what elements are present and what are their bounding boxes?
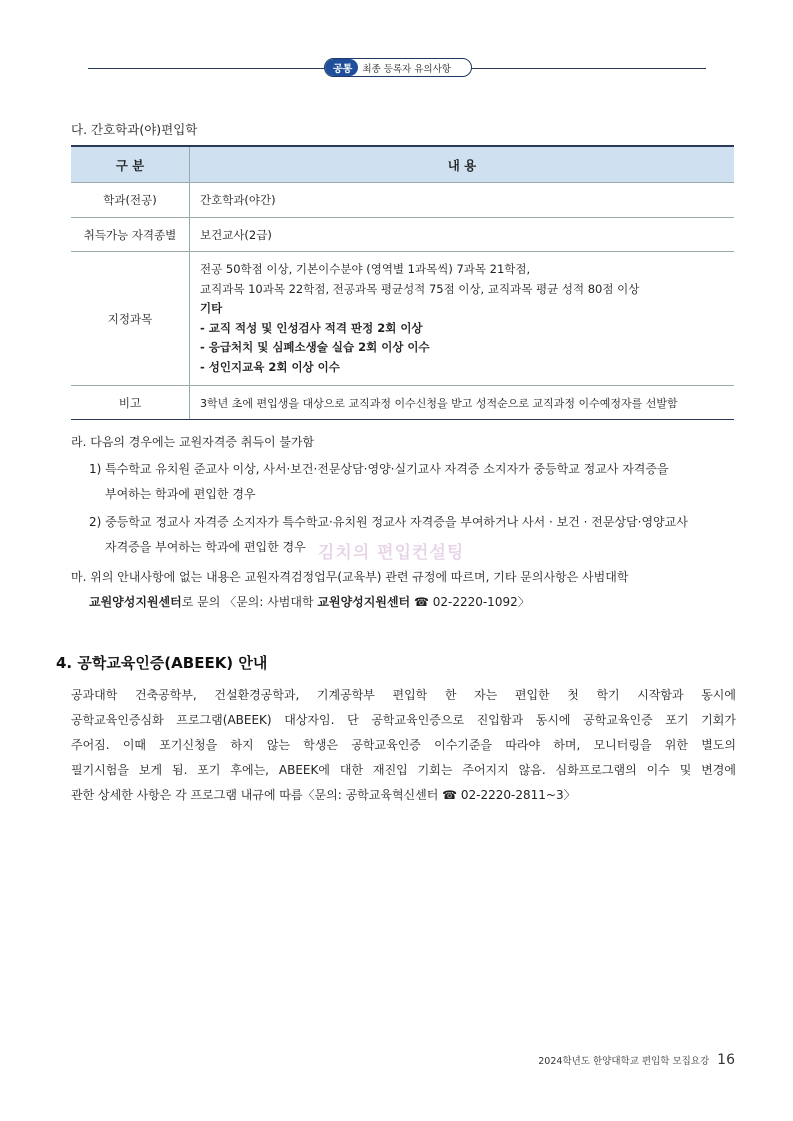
section4-line: 공학교육인증심화 프로그램(ABEEK) 대상자임. 단 공학교육인증으로 진입함과 동시에 공학교육인증 포기 기회가	[71, 713, 736, 727]
table-row	[71, 252, 734, 386]
ma-phone: ☎ 02-2220-1092〉	[410, 595, 530, 609]
row-content: 간호학과(야간)	[190, 183, 735, 218]
section-ma-line1: 마. 위의 안내사항에 없는 내용은 교원자격검정업무(교육부) 관련 규정에 따르며, 기타 문의사항은 사범대학	[71, 570, 629, 584]
row-content: 3학년 초에 편입생을 대상으로 교직과정 이수신청을 받고 성적순으로 교직과정 이수예정자를 선발함	[190, 386, 735, 420]
header-tag: 공통	[325, 59, 358, 76]
req-etc-item: - 성인지교육 2회 이상 이수	[200, 359, 340, 374]
section4-title: 4. 공학교육인증(ABEEK) 안내	[56, 654, 268, 672]
page-footer	[538, 1052, 735, 1068]
req-etc-item: - 응급처치 및 심폐소생술 실습 2회 이상 이수	[200, 340, 430, 354]
row-label: 지정과목	[71, 252, 190, 386]
row-label: 취득가능 자격종별	[71, 218, 190, 252]
table-header-category: 구 분	[71, 146, 190, 183]
table-row	[71, 183, 734, 218]
row-label: 비고	[71, 386, 190, 420]
header-title: 최종 등록자 유의사항	[362, 63, 451, 75]
req-line: 전공 50학점 이상, 기본이수분야 (영역별 1과목씩) 7과목 21학점,	[200, 262, 531, 276]
center-name: 교원양성지원센터	[89, 595, 182, 609]
nursing-table	[71, 145, 734, 420]
footer-text: 2024학년도 한양대학교 편입학 모집요강	[538, 1056, 710, 1067]
ra-item1-line2: 부여하는 학과에 편입한 경우	[105, 487, 256, 501]
ra-item2-line2: 자격증을 부여하는 학과에 편입한 경우	[105, 540, 306, 554]
req-etc-item: - 교직 적성 및 인성검사 적격 판정 2회 이상	[200, 320, 423, 335]
header-badge	[324, 58, 472, 77]
table-header-content: 내 용	[190, 146, 735, 183]
watermark: 김치의 편입컨설팅	[318, 543, 465, 563]
section4-line: 필기시험을 보게 됨. 포기 후에는, ABEEK에 대한 재진입 기회는 주어지지 않음. 심화프로그램의 이수 및 변경에	[71, 763, 736, 777]
section-da-title: 다. 간호학과(야)편입학	[71, 122, 198, 137]
table-header-row	[71, 146, 734, 183]
ra-item2-line1: 2) 중등학교 정교사 자격증 소지자가 특수학교·유치원 정교사 자격증을 부여하거나 사서 · 보건 · 전문상담·영양교사	[89, 515, 688, 529]
table-row	[71, 386, 734, 420]
table-row	[71, 218, 734, 252]
req-etc-title: 기타	[200, 301, 223, 315]
section4-line: 주어짐. 이때 포기신청을 하지 않는 학생은 공학교육인증 이수기준을 따라야 하며, 모니터링을 위한 별도의	[71, 738, 736, 752]
section4-last-line: 관한 상세한 사항은 각 프로그램 내규에 따름〈문의: 공학교육혁신센터 ☎ 02-2220-2811~3〉	[71, 788, 576, 802]
section-ma-line2	[89, 593, 530, 610]
row-content-requirements	[190, 252, 735, 386]
section4-line: 공과대학 건축공학부, 건설환경공학과, 기계공학부 편입학 한 자는 편입한 첫 학기 시작함과 동시에	[71, 688, 736, 702]
page-number: 16	[717, 1052, 735, 1068]
row-label: 학과(전공)	[71, 183, 190, 218]
section-ra-title: 라. 다음의 경우에는 교원자격증 취득이 불가함	[71, 435, 315, 449]
ma-text: 로 문의 〈문의: 사범대학	[181, 595, 318, 609]
row-content: 보건교사(2급)	[190, 218, 735, 252]
center-name: 교원양성지원센터	[317, 595, 411, 609]
ra-item1-line1: 1) 특수학교 유치원 준교사 이상, 사서·보건·전문상담·영양·실기교사 자격증 소지자가 중등학교 정교사 자격증을	[89, 462, 669, 476]
req-line: 교직과목 10과목 22학점, 전공과목 평균성적 75점 이상, 교직과목 평균 성적 80점 이상	[200, 281, 640, 296]
